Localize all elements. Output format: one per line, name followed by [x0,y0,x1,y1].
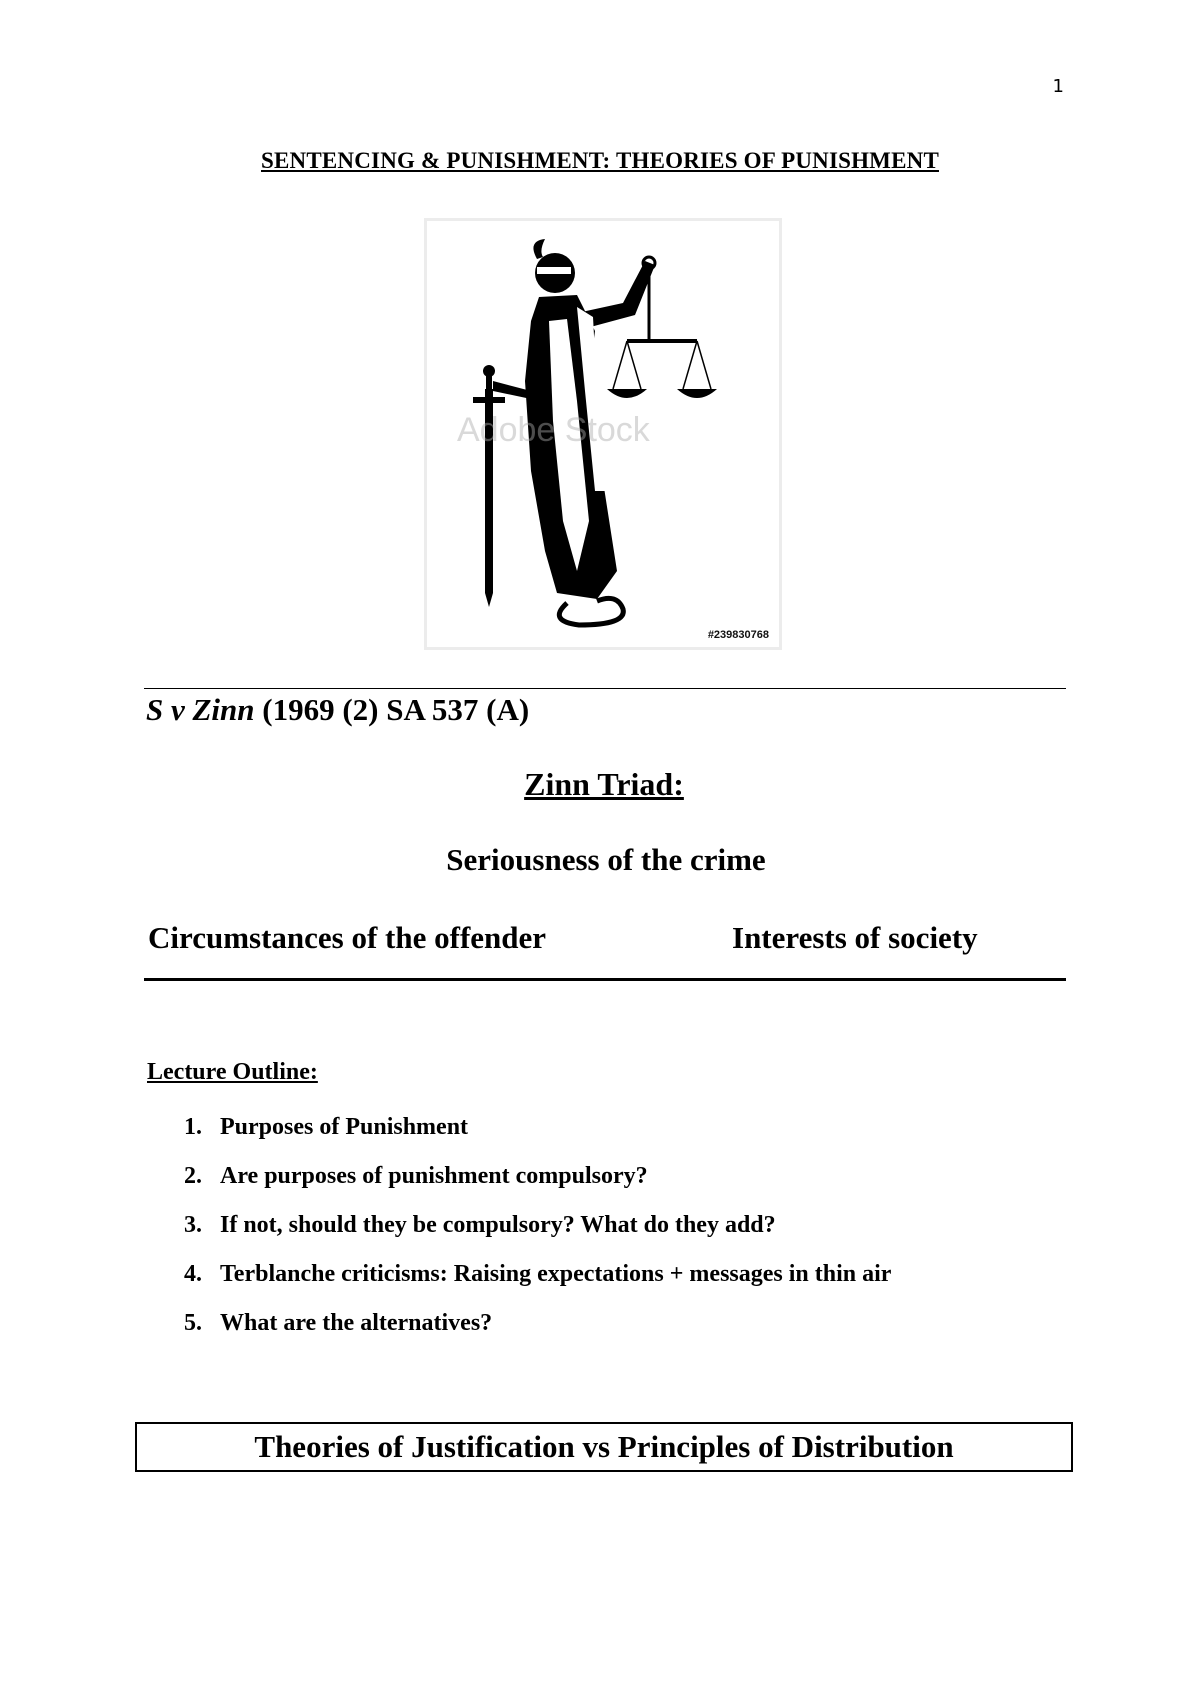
outline-list [184,1114,891,1359]
list-item-number: 4. [184,1261,202,1287]
document-title: SENTENCING & PUNISHMENT: THEORIES OF PUNISHMENT [261,148,939,173]
list-item [184,1163,891,1212]
list-item-number: 2. [184,1163,202,1189]
outline-heading: Lecture Outline: [147,1059,318,1085]
triad-seriousness: Seriousness of the crime [446,842,766,877]
triad-society: Interests of society [732,920,978,955]
page-number: 1 [1052,76,1064,97]
stock-image-id: #239830768 [707,629,769,641]
list-item-text: Purposes of Punishment [220,1114,469,1140]
triad-offender: Circumstances of the offender [148,920,547,955]
list-item [184,1310,891,1359]
list-item [184,1212,891,1261]
case-citation [146,692,529,728]
divider-top [144,688,1066,689]
list-item-number: 3. [184,1212,202,1238]
case-name: S v Zinn [146,692,255,727]
list-item-text: If not, should they be compulsory? What do they add? [220,1212,776,1238]
list-item [184,1261,891,1310]
list-item [184,1114,891,1163]
stock-watermark: Adobe Stock [457,411,650,449]
case-reference: (1969 (2) SA 537 (A) [254,692,530,727]
boxed-section-heading: Theories of Justification vs Principles of Distribution [135,1422,1073,1472]
lady-justice-illustration [424,218,782,650]
list-item-text: Are purposes of punishment compulsory? [220,1163,648,1189]
list-item-number: 1. [184,1114,202,1140]
triad-heading: Zinn Triad: [524,766,684,802]
list-item-text: What are the alternatives? [220,1310,493,1336]
list-item-number: 5. [184,1310,202,1336]
list-item-text: Terblanche criticisms: Raising expectations + messages in thin air [220,1261,892,1287]
divider-bottom [144,978,1066,981]
